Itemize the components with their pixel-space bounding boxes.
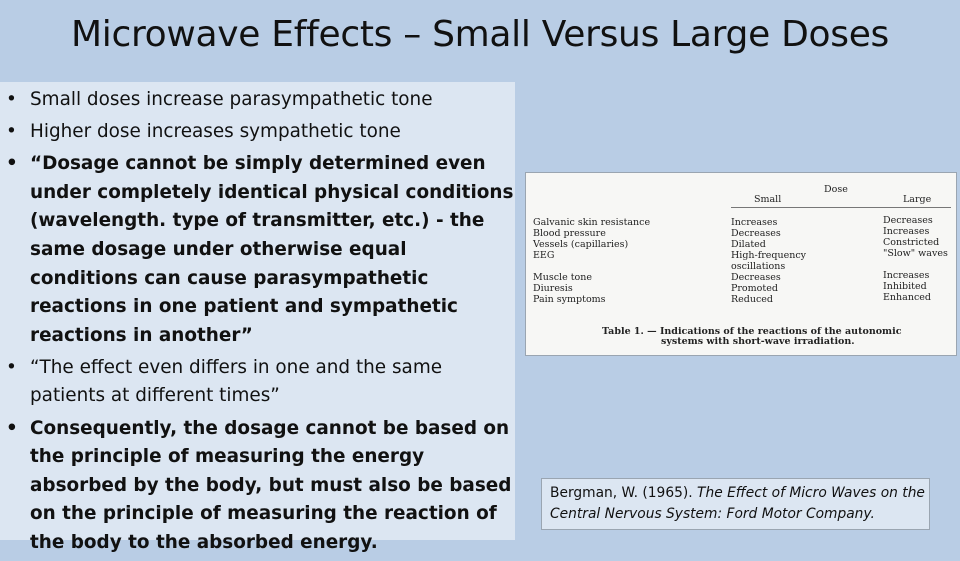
row-small: Decreases [731,228,781,239]
bullet-text: Consequently, the dosage cannot be based on the principle of measuring the energy absorbed by the body, but must also be based on the principle of measuring the reaction of the body to the absorbed energy. [30,417,512,553]
bullet-text: Small doses increase parasympathetic tone [30,89,433,110]
bullet-list [0,86,515,561]
scanned-table-image [525,172,957,356]
table-caption-line1: Table 1. — Indications of the reactions of the autonomic [602,326,902,337]
bullet-item [0,415,515,558]
row-large: "Slow" waves [883,248,948,259]
header-rule [731,207,951,208]
bullet-text: Higher dose increases sympathetic tone [30,121,401,143]
row-label: Blood pressure [533,228,606,239]
citation-work: The Effect of Micro Waves on the Central Nervous System: Ford Motor Company. [550,485,925,522]
row-large: Constricted [883,237,940,248]
bullet-text: “The effect even differs in one and the same patients at different times” [30,356,443,407]
row-label: Pain symptoms [533,294,606,305]
bullet-dot: • [6,417,18,439]
bullet-dot: • [6,89,17,110]
row-large: Enhanced [883,292,931,303]
bullet-text: “Dosage cannot be simply determined even under completely identical physical conditions (wavelength. type of transmitter, etc.) - the same dosage under otherwise equal conditions can cause parasympathetic reactions in one patient and sympathetic reactions in another” [30,153,514,346]
bullet-item [0,150,515,350]
row-label: Vessels (capillaries) [533,239,629,250]
small-header: Small [754,194,782,205]
row-label: Muscle tone [533,272,592,283]
row-small: Decreases [731,272,781,283]
row-large: Inhibited [883,281,927,292]
row-large: Increases [883,226,930,237]
row-small: Reduced [731,294,773,305]
row-small: Promoted [731,283,778,294]
citation-box [541,478,930,530]
table-caption-line2: systems with short-wave irradiation. [661,336,855,347]
bullet-dot: • [6,121,17,143]
bullet-dot: • [6,153,18,175]
row-label: EEG [533,250,555,261]
bullet-item [0,354,515,411]
row-label: Galvanic skin resistance [533,217,651,228]
citation-author: Bergman, W. (1965). [550,485,693,501]
bullet-item [0,86,515,115]
bullet-item [0,118,515,147]
row-small: Increases [731,217,778,228]
large-header: Large [903,194,932,205]
row-small: Dilated [731,239,766,250]
slide-title: Microwave Effects – Small Versus Large Doses [71,14,889,55]
bullet-dot: • [6,356,17,378]
row-label: Diuresis [533,283,573,294]
dose-header: Dose [824,184,848,195]
row-large: Decreases [883,215,933,226]
row-large: Increases [883,270,930,281]
row-small: High-frequency oscillations [731,250,807,272]
